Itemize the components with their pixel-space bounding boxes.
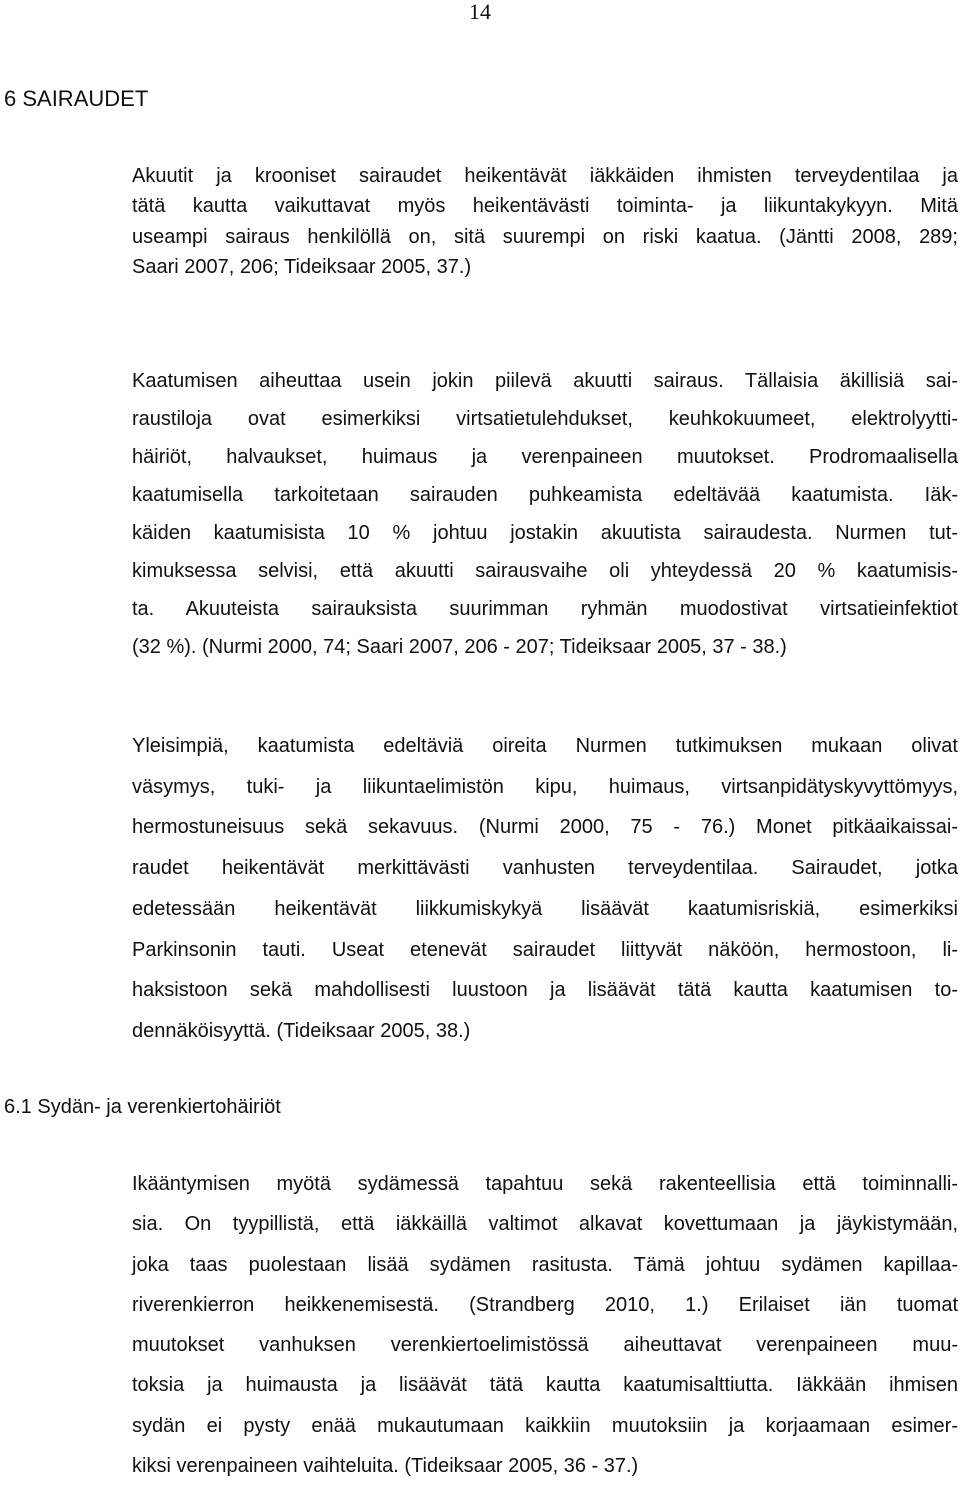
paragraph-line: Ikääntymisen myötä sydämessä tapahtuu sekä rakenteellisia että toiminnalli- [132, 1173, 958, 1195]
paragraph-line: tätä kautta vaikuttavat myös heikentävästi toiminta- ja liikuntakykyyn. Mitä [132, 195, 958, 218]
paragraph-line: toksia ja huimausta ja lisäävät tätä kautta kaatumisalttiutta. Iäkkään ihmisen [132, 1374, 958, 1397]
paragraph-line: Akuutit ja krooniset sairaudet heikentävät iäkkäiden ihmisten terveydentilaa ja [132, 165, 958, 187]
paragraph-line: haksistoon sekä mahdollisesti luustoon ja lisäävät tätä kautta kaatumisen to- [132, 979, 958, 1002]
paragraph-4 [132, 1164, 958, 1486]
paragraph-line: muutokset vanhuksen verenkiertoelimistössä aiheuttavat verenpaineen muu- [132, 1334, 958, 1357]
paragraph-line: Yleisimpiä, kaatumista edeltäviä oireita Nurmen tutkimuksen mukaan olivat [132, 735, 958, 757]
paragraph-line: Saari 2007, 206; Tideiksaar 2005, 37.) [132, 255, 472, 278]
paragraph-line: väsymys, tuki- ja liikuntaelimistön kipu, huimaus, virtsanpidätyskyvyttömyys, [132, 775, 958, 798]
paragraph-line: raudet heikentävät merkittävästi vanhusten terveydentilaa. Sairaudet, jotka [132, 857, 958, 880]
paragraph-line: ta. Akuuteista sairauksista suurimman ryhmän muodostivat virtsatieinfektiot [132, 598, 958, 620]
paragraph-line: (32 %). (Nurmi 2000, 74; Saari 2007, 206 - 207; Tideiksaar 2005, 37 - 38.) [132, 636, 787, 658]
paragraph-line: sydän ei pysty enää mukautumaan kaikkiin muutoksiin ja korjaamaan esimer- [132, 1414, 958, 1437]
paragraph-line: dennäköisyyttä. (Tideiksaar 2005, 38.) [132, 1019, 471, 1042]
paragraph-3 [132, 726, 958, 1052]
paragraph-line: edetessään heikentävät liikkumiskykyä lisäävät kaatumisriskiä, esimerkiksi [132, 897, 958, 920]
paragraph-2 [132, 362, 958, 666]
paragraph-line: riverenkierron heikkenemisestä. (Strandberg 2010, 1.) Erilaiset iän tuomat [132, 1293, 958, 1316]
chapter-heading: 6 SAIRAUDET [4, 86, 149, 111]
paragraph-line: häiriöt, halvaukset, huimaus ja verenpaineen muutokset. Prodromaalisella [132, 446, 958, 468]
section-heading: 6.1 Sydän- ja verenkiertohäiriöt [4, 1096, 281, 1118]
paragraph-line: sia. On tyypillistä, että iäkkäillä valtimot alkavat kovettumaan ja jäykistymään, [132, 1213, 958, 1236]
paragraph-line: useampi sairaus henkilöllä on, sitä suurempi on riski kaatua. (Jäntti 2008, 289; [132, 225, 958, 248]
page-number: 14 [469, 0, 491, 24]
paragraph-1 [132, 161, 958, 282]
paragraph-line: kaatumisella tarkoitetaan sairauden puhkeamista edeltävää kaatumista. Iäk- [132, 484, 958, 506]
paragraph-line: kiksi verenpaineen vaihteluita. (Tideiksaar 2005, 36 - 37.) [132, 1455, 639, 1478]
paragraph-line: hermostuneisuus sekä sekavuus. (Nurmi 2000, 75 - 76.) Monet pitkäaikaissai- [132, 816, 958, 839]
paragraph-line: Parkinsonin tauti. Useat etenevät sairaudet liittyvät näköön, hermostoon, li- [132, 938, 958, 961]
paragraph-line: kimuksessa selvisi, että akuutti sairausvaihe oli yhteydessä 20 % kaatumisis- [132, 560, 958, 582]
paragraph-line: Kaatumisen aiheuttaa usein jokin piilevä akuutti sairaus. Tällaisia äkillisiä sai- [132, 370, 958, 392]
paragraph-line: joka taas puolestaan lisää sydämen rasitusta. Tämä johtuu sydämen kapillaa- [132, 1253, 958, 1276]
paragraph-line: käiden kaatumisista 10 % johtuu jostakin akuutista sairaudesta. Nurmen tut- [132, 522, 958, 544]
paragraph-line: raustiloja ovat esimerkiksi virtsatietulehdukset, keuhkokuumeet, elektrolyytti- [132, 408, 958, 430]
